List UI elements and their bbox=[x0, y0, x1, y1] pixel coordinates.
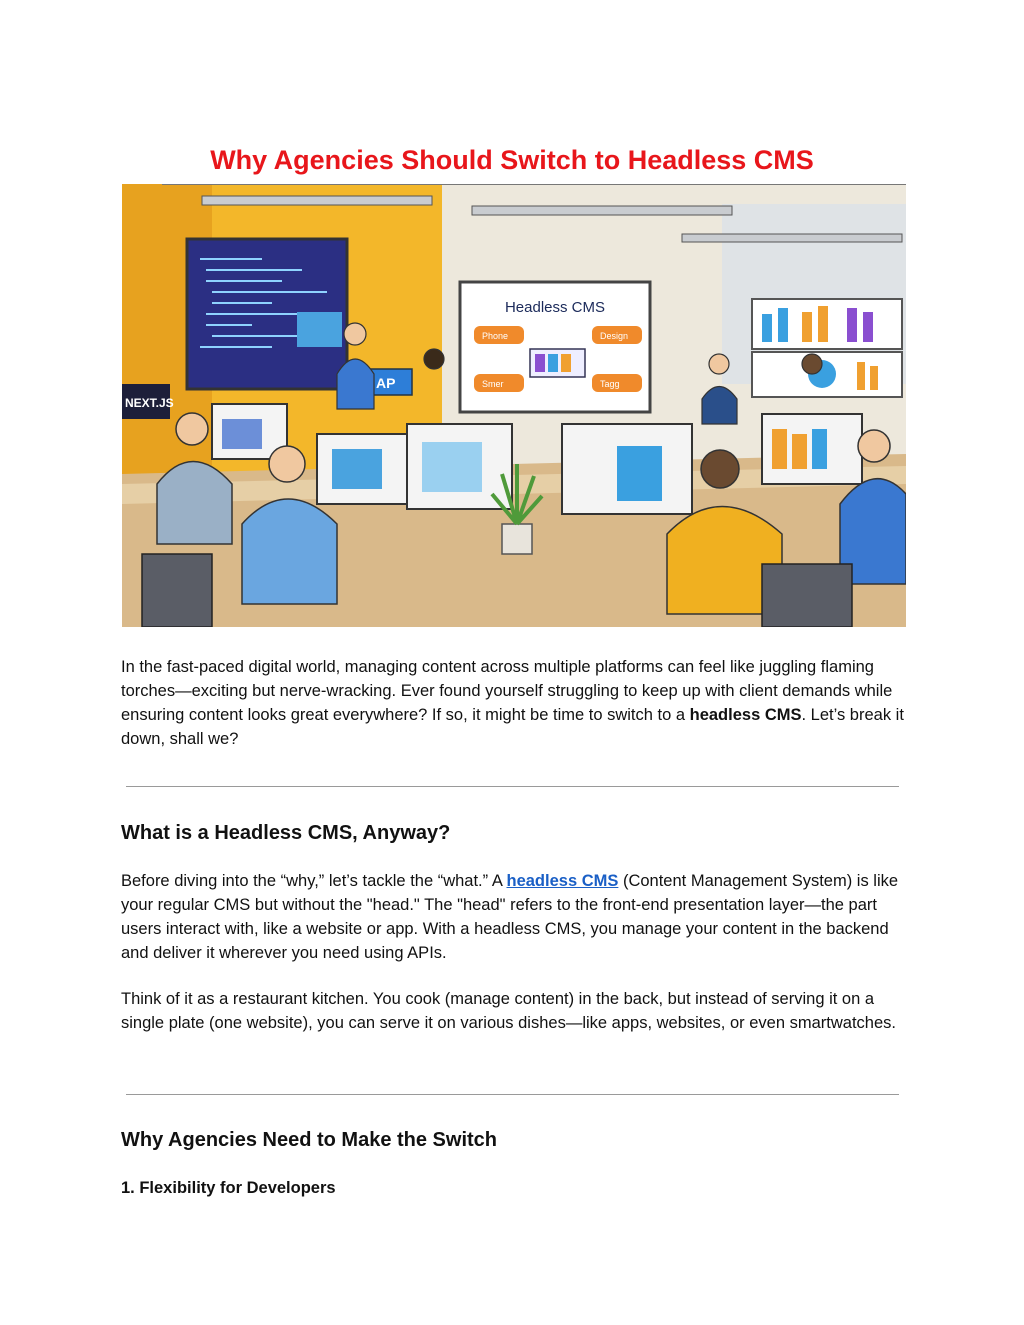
page-title: Why Agencies Should Switch to Headless CMS bbox=[210, 145, 814, 175]
board-label-1: Phone bbox=[482, 331, 509, 341]
definition-text-start: Before diving into the “why,” let’s tackle the “what.” A bbox=[121, 872, 507, 890]
next-sign: NEXT.JS bbox=[125, 396, 174, 410]
intro-bold-term: headless CMS bbox=[689, 706, 802, 724]
definition-text-end: (Content Management System) is like your regular CMS but without the "head." The "head" refers to the front-end presentation layer—the part users interact with, like a website or app. With a headless CMS, you manage your content in the backend and deliver it wherever you need using APIs. bbox=[121, 872, 899, 962]
office-scene-illustration bbox=[122, 184, 906, 627]
section-heading-why-switch: Why Agencies Need to Make the Switch bbox=[121, 1129, 498, 1151]
board-label-2: Design bbox=[600, 331, 629, 341]
section-divider-1 bbox=[126, 786, 899, 787]
section-heading-what-is: What is a Headless CMS, Anyway? bbox=[121, 822, 451, 844]
definition-paragraph bbox=[121, 869, 911, 965]
section-divider-2 bbox=[126, 1094, 899, 1095]
subheading-flexibility: 1. Flexibility for Developers bbox=[121, 1179, 336, 1197]
board-label-4: Tagg bbox=[600, 379, 620, 389]
board-label-3: Smer bbox=[482, 379, 504, 389]
intro-text-start: In the fast-paced digital world, managing content across multiple platforms can feel like juggling flaming torches—exciting but nerve-wracking. Ever found yourself struggling to keep up with client demands while ensuring content looks great everywhere? If so, it might be time to switch to a bbox=[121, 658, 893, 724]
hero-illustration bbox=[122, 184, 906, 627]
api-sign: AP bbox=[376, 375, 396, 391]
intro-text-end: . Let’s break it down, shall we? bbox=[121, 706, 904, 748]
headless-cms-link[interactable]: headless CMS bbox=[506, 872, 619, 890]
analogy-paragraph: Think of it as a restaurant kitchen. You cook (manage content) in the back, but instead of serving it on a single plate (one website), you can serve it on various dishes—like apps, websites, or even smartwatches. bbox=[121, 990, 896, 1032]
board-title: Headless CMS bbox=[504, 299, 606, 316]
intro-paragraph bbox=[121, 655, 911, 751]
